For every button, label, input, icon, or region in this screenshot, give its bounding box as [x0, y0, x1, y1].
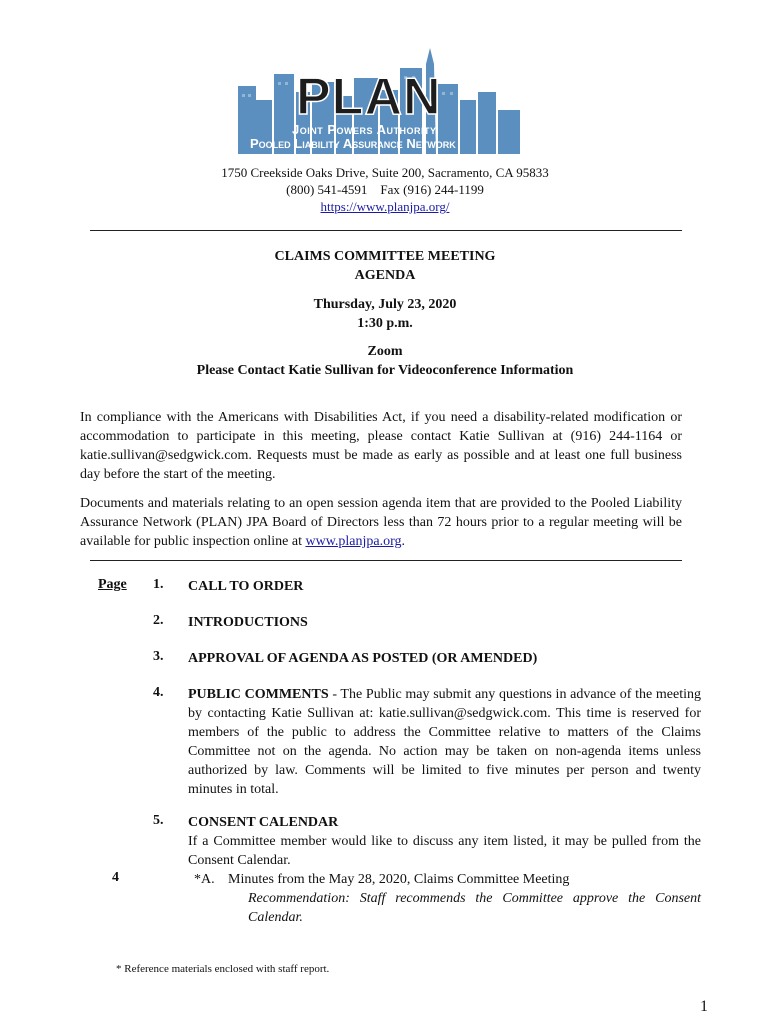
website-link[interactable]: https://www.planjpa.org/ [320, 199, 450, 214]
plan-logo [238, 44, 520, 154]
page-number: 1 [700, 998, 708, 1015]
address-block [0, 164, 770, 215]
subitem-page-number: 4 [112, 870, 119, 885]
logo-line2: Pooled Liability Assurance Network [250, 136, 456, 151]
subitem-text: Minutes from the May 28, 2020, Claims Committee Meeting [228, 872, 570, 887]
agenda-item-text: - The Public may submit any questions in advance of the meeting by contacting Katie Sullivan at: katie.sullivan@sedgwick.com. This time is reserved for members of the public to address the Committee relative to matters of the Claims Committee not on the agenda. No action may be taken on non-agenda items unless authorized by law. Comments will be limited to five minutes per person and twenty minutes in total. [188, 687, 701, 797]
address-line: 1750 Creekside Oaks Drive, Suite 200, Sacramento, CA 95833 [221, 165, 549, 180]
meeting-time: 1:30 p.m. [357, 316, 413, 331]
logo-wordmark: PLAN [296, 68, 442, 126]
meeting-subtitle: AGENDA [354, 268, 416, 283]
agenda-item-number: 3. [153, 649, 164, 664]
footnote: * Reference materials enclosed with staff report. [116, 963, 330, 975]
meeting-date: Thursday, July 23, 2020 [313, 297, 457, 312]
agenda-divider [90, 560, 682, 561]
logo-line1: Joint Powers Authority [292, 122, 437, 137]
meeting-location: Zoom [367, 344, 403, 359]
agenda-item-text: If a Committee member would like to discuss any item listed, it may be pulled from the Consent Calendar. [188, 834, 701, 868]
meeting-datetime [0, 295, 770, 333]
agenda-item-title: APPROVAL OF AGENDA AS POSTED (OR AMENDED) [188, 651, 538, 666]
meeting-contact-note: Please Contact Katie Sullivan for Videoconference Information [196, 363, 574, 378]
agenda-item-number: 4. [153, 685, 164, 700]
agenda-item-title: INTRODUCTIONS [188, 615, 308, 630]
agenda-item-number: 1. [153, 577, 164, 592]
ada-notice: In compliance with the Americans with Disabilities Act, if you need a disability-related modification or accommodation to participate in this meeting, please contact Katie Sullivan at (916) 244-1164 or katie.sullivan@sedgwick.com. Requests must be made as early as possible and at least one full business day before the start of the meeting. [80, 410, 682, 482]
documents-website-link[interactable]: www.planjpa.org [305, 534, 402, 549]
documents-notice-end: . [401, 534, 406, 549]
subitem-recommendation: Recommendation: Staff recommends the Committee approve the Consent Calendar. [248, 891, 701, 925]
agenda-item-title: PUBLIC COMMENTS [188, 687, 329, 702]
agenda-item-number: 5. [153, 813, 164, 828]
agenda-item-title: CONSENT CALENDAR [188, 815, 339, 830]
meeting-title: CLAIMS COMMITTEE MEETING [274, 249, 496, 264]
phone-fax-line: (800) 541-4591 Fax (916) 244-1199 [286, 182, 484, 197]
meeting-location-block [0, 342, 770, 380]
agenda-item-title: CALL TO ORDER [188, 579, 304, 594]
documents-notice-text: Documents and materials relating to an open session agenda item that are provided to the Pooled Liability Assurance Network (PLAN) JPA Board of Directors less than 72 hours prior to a regular meeting will be available for public inspection online at [80, 496, 682, 549]
meeting-title-block [0, 247, 770, 285]
agenda-item-consent-calendar [188, 813, 701, 870]
documents-notice [80, 494, 682, 551]
page-column-header: Page [98, 577, 127, 592]
header-divider [90, 230, 682, 231]
subitem-label: *A. [194, 872, 215, 887]
agenda-item-public-comments [188, 685, 701, 799]
agenda-item-number: 2. [153, 613, 164, 628]
